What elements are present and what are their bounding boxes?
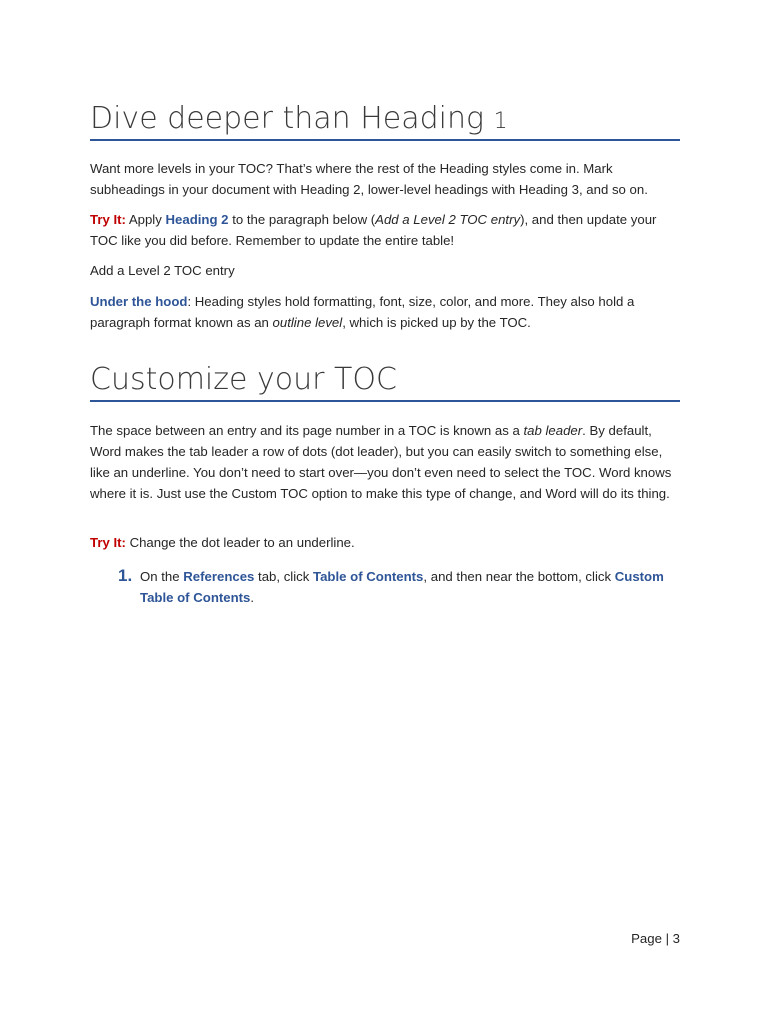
tab-leader-paragraph: The space between an entry and its page number in a TOC is known as a tab leader. By default, Word makes the tab leader a row of dots (dot leader), but you can easily switch to something else, like an underline. You don’t need to start over—you don’t even need to select the TOC. Word knows where it is. Just use the Custom TOC option to make this type of change, and Word will do its thing. — [90, 423, 672, 501]
heading-dive-deeper: Dive deeper than Heading 1 — [90, 101, 508, 136]
heading-rule — [90, 139, 680, 141]
page-number: Page | 3 — [631, 931, 680, 946]
try-it-paragraph: Try It: Apply Heading 2 to the paragraph below (Add a Level 2 TOC entry), and then update your TOC like you did before. Remember to update the entire table! — [90, 212, 657, 248]
try-it-label: Try It: — [90, 535, 126, 550]
toc-entry-paragraph: Add a Level 2 TOC entry — [90, 263, 235, 278]
heading-rule — [90, 400, 680, 402]
style-name: Heading 2 — [165, 212, 229, 227]
under-the-hood-label: Under the hood — [90, 294, 188, 309]
custom-toc-command-name: Custom Table of Contents — [140, 569, 664, 605]
step-text: On the References tab, click Table of Contents, and then near the bottom, click Custom Table of Contents. — [140, 569, 664, 605]
try-it-label: Try It: — [90, 212, 126, 227]
toc-command-name: Table of Contents — [313, 569, 424, 584]
intro-paragraph: Want more levels in your TOC? That’s where the rest of the Heading styles come in. Mark subheadings in your document with Heading 2, lower-level headings with Heading 3, and so on. — [90, 161, 648, 197]
step-number: 1. — [118, 566, 133, 585]
heading-customize-toc: Customize your TOC — [90, 362, 397, 397]
under-the-hood-paragraph: Under the hood: Heading styles hold formatting, font, size, color, and more. They also hold a paragraph format known as an outline level, which is picked up by the TOC. — [90, 294, 635, 330]
try-it-paragraph-2: Try It: Change the dot leader to an underline. — [90, 535, 355, 550]
references-tab-name: References — [183, 569, 255, 584]
